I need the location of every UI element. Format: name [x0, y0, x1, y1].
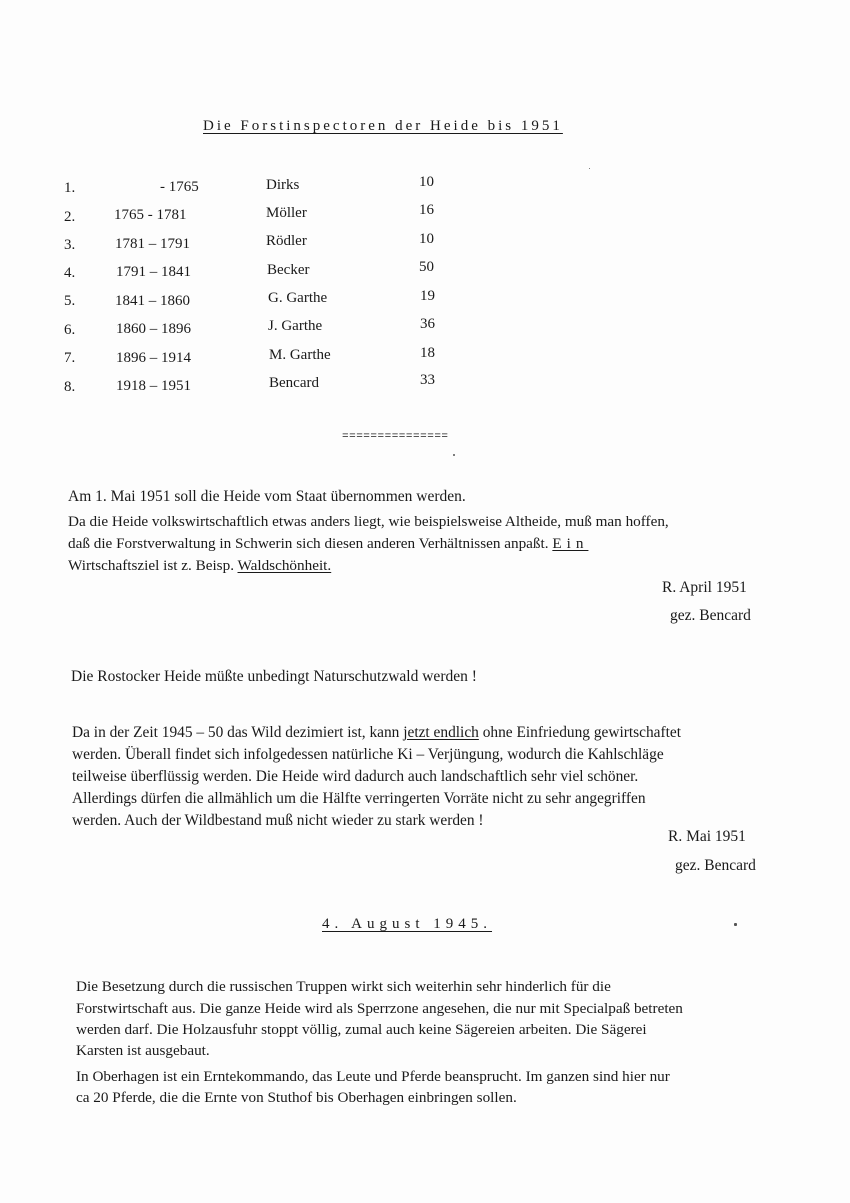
section-divider: =============== [342, 431, 449, 443]
row-name: G. Garthe [268, 290, 328, 306]
section-line: Karsten ist ausgebaut. [76, 1042, 210, 1059]
row-period: 1765 - 1781 [114, 207, 187, 223]
row-period: 1918 – 1951 [116, 378, 191, 394]
document-title: Die Forstinspectoren der Heide bis 1951 [203, 118, 563, 134]
row-number: 6. [64, 322, 76, 338]
note3-signature: gez. Bencard [675, 857, 756, 874]
table-row [0, 202, 850, 227]
row-name: Bencard [269, 375, 319, 391]
row-years: 18 [420, 345, 435, 361]
row-name: Dirks [266, 177, 300, 193]
section-line: Die Besetzung durch die russischen Truppen wirkt sich weiterhin sehr hinderlich für die [76, 978, 611, 995]
table-row [0, 231, 850, 256]
note1-underlined: Ein [552, 535, 589, 552]
row-years: 10 [419, 174, 434, 190]
row-number: 7. [64, 350, 76, 366]
table-row [0, 345, 850, 370]
paper-speck [453, 454, 455, 456]
note1-line [68, 535, 588, 553]
note3-underlined: jetzt endlich [403, 724, 479, 741]
section-line: ca 20 Pferde, die die Ernte von Stuthof bis Oberhagen einbringen sollen. [76, 1089, 517, 1106]
row-number: 3. [64, 237, 76, 253]
row-name: J. Garthe [268, 318, 323, 334]
note3-line: werden. Auch der Wildbestand muß nicht wieder zu stark werden ! [72, 812, 484, 829]
row-name: Becker [267, 262, 310, 278]
row-number: 1. [64, 180, 76, 196]
table-row [0, 259, 850, 284]
note3-line: werden. Überall findet sich infolgedessen natürliche Ki – Verjüngung, wodurch die Kahlschläge [72, 746, 664, 763]
section-title: 4. August 1945. [322, 916, 493, 932]
note3-line [72, 724, 681, 742]
row-name: M. Garthe [269, 347, 331, 363]
row-period: 1860 – 1896 [116, 321, 191, 337]
note1-signature: gez. Bencard [670, 607, 751, 624]
row-years: 10 [419, 231, 434, 247]
table-row [0, 174, 850, 199]
note3-text: Da in der Zeit 1945 – 50 das Wild dezimiert ist, kann [72, 724, 404, 741]
note1-line: Da die Heide volkswirtschaftlich etwas anders liegt, wie beispielsweise Altheide, muß man hoffen, [68, 513, 669, 530]
note3-date: R. Mai 1951 [668, 828, 746, 845]
note1-text: daß die Forstverwaltung in Schwerin sich diesen anderen Verhältnissen anpaßt. [68, 535, 553, 552]
note1-line: Am 1. Mai 1951 soll die Heide vom Staat übernommen werden. [68, 488, 466, 505]
table-row [0, 316, 850, 341]
note1-text: Wirtschaftsziel ist z. Beisp. [68, 557, 238, 574]
row-years: 16 [419, 202, 434, 218]
row-period: 1841 – 1860 [115, 293, 190, 309]
note3-text: ohne Einfriedung gewirtschaftet [478, 724, 682, 741]
note3-line: Allerdings dürfen die allmählich um die Hälfte verringerten Vorräte nicht zu sehr angegriffen [72, 790, 646, 807]
row-number: 2. [64, 209, 76, 225]
table-row [0, 288, 850, 313]
table-row [0, 372, 850, 398]
row-name: Rödler [266, 233, 307, 249]
paper-speck [589, 168, 590, 169]
note1-date: R. April 1951 [662, 579, 747, 596]
row-number: 5. [64, 293, 76, 309]
row-years: 33 [420, 372, 435, 388]
row-period: 1781 – 1791 [115, 236, 190, 252]
note1-underlined: Waldschönheit. [237, 557, 332, 574]
row-period: 1791 – 1841 [116, 264, 191, 280]
row-number: 4. [64, 265, 76, 281]
row-years: 50 [419, 259, 434, 275]
row-period: - 1765 [160, 179, 199, 195]
note1-line [68, 557, 331, 575]
row-years: 36 [420, 316, 435, 332]
note3-line: teilweise überflüssig werden. Die Heide wird dadurch auch landschaftlich sehr viel schöner. [72, 768, 639, 785]
section-line: Forstwirtschaft aus. Die ganze Heide wird als Sperrzone angesehen, die nur mit Specialpaß betreten [76, 1000, 683, 1017]
note2-line: Die Rostocker Heide müßte unbedingt Naturschutzwald werden ! [71, 668, 477, 685]
row-years: 19 [420, 288, 435, 304]
section-line: werden darf. Die Holzausfuhr stoppt völlig, zumal auch keine Sägereien arbeiten. Die Sägerei [76, 1021, 647, 1038]
row-name: Möller [266, 205, 307, 221]
paper-speck [734, 923, 737, 926]
row-period: 1896 – 1914 [116, 350, 191, 366]
row-number: 8. [64, 379, 76, 395]
section-line: In Oberhagen ist ein Erntekommando, das Leute und Pferde beansprucht. Im ganzen sind hier nur [76, 1068, 670, 1085]
